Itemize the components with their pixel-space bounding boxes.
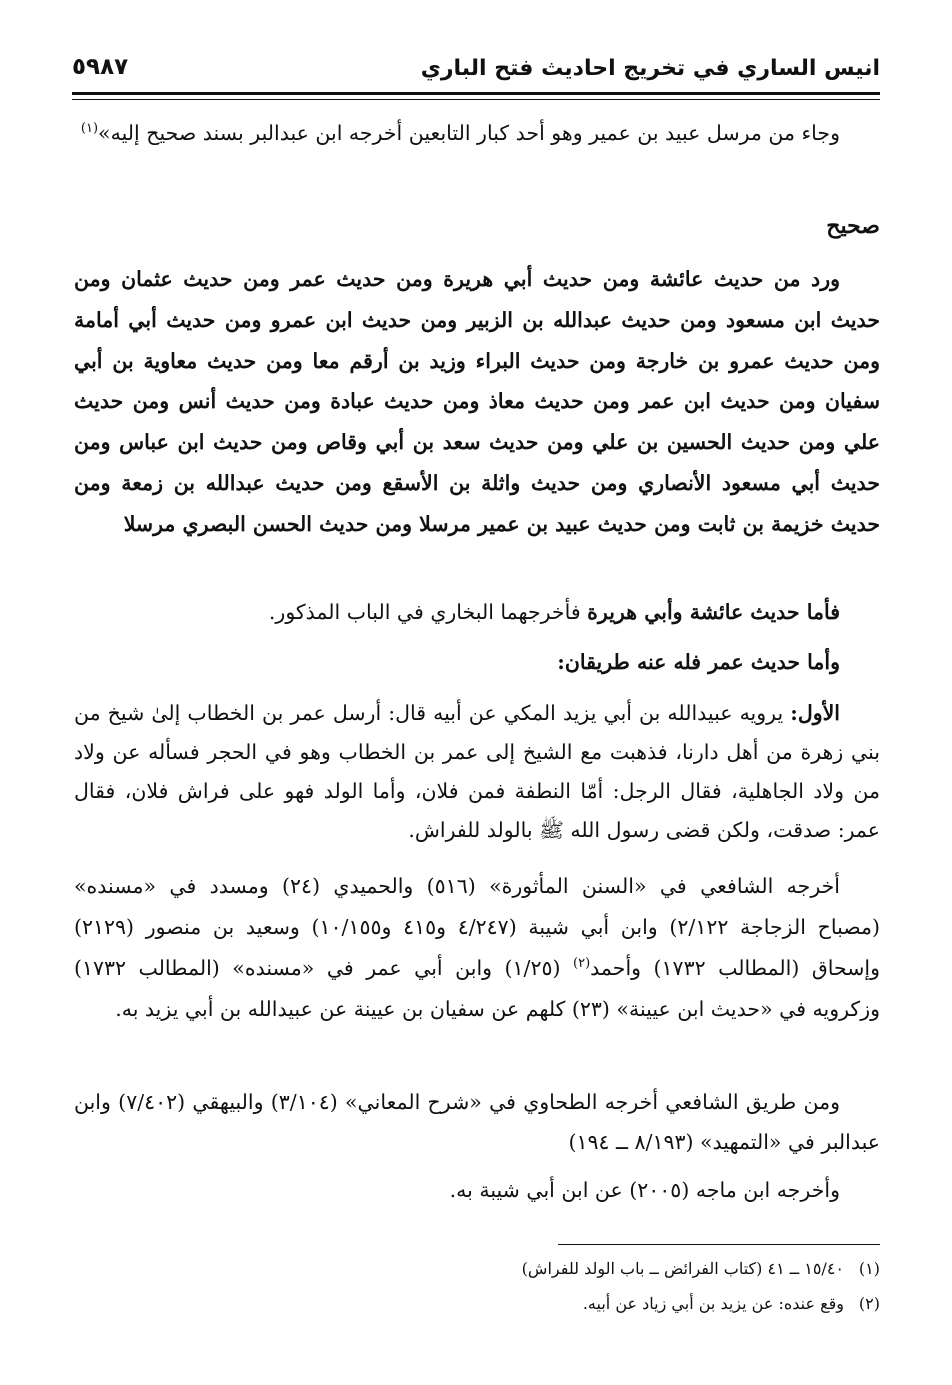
takhrij-paragraph — [74, 866, 880, 1030]
footnote-2 — [74, 1291, 880, 1317]
aisha-abuhurayra-rest: فأخرجهما البخاري في الباب المذكور. — [268, 600, 588, 624]
page-number: ٥٩٨٧ — [72, 54, 129, 80]
aisha-abuhurayra-paragraph — [74, 592, 880, 632]
first-route-paragraph — [74, 694, 880, 850]
footnote-text: ١٥/٤٠ ــ ٤١ (كتاب الفرائض ــ باب الولد للفراش) — [521, 1259, 844, 1278]
footnote-number: (٢) — [858, 1294, 880, 1313]
first-route-label: الأول: — [790, 701, 840, 725]
takhrij-text-b: (١/٢٥) وابن أبي عمر في «مسنده» (المطالب ١٧٣٢) وزكرويه في «حديث ابن عيينة» (٢٣) كلهم عن سفيان بن عيينة عن عبيدالله بن أبي يزيد به. — [74, 956, 880, 1021]
shafii-route-paragraph: ومن طريق الشافعي أخرجه الطحاوي في «شرح المعاني» (٣/١٠٤) والبيهقي (٧/٤٠٢) وابن عبدالبر في «التمهيد» (٨/١٩٣ ــ ١٩٤) — [74, 1090, 880, 1154]
footnote-text: وقع عنده: عن يزيد بن أبي زياد عن أبيه. — [582, 1294, 844, 1313]
footnote-ref-2: (٢) — [573, 956, 591, 972]
running-title: انيس الساري في تخريج احاديث فتح الباري — [420, 56, 880, 81]
header-rule-thick — [72, 92, 880, 95]
umar-paragraph: وأما حديث عمر فله عنه طريقان: — [557, 650, 840, 674]
intro-text: وجاء من مرسل عبيد بن عمير وهو أحد كبار التابعين أخرجه ابن عبدالبر بسند صحيح إليه» — [98, 121, 840, 145]
header-rule-thin — [72, 99, 880, 100]
takhrij-text-a: أخرجه الشافعي في «السنن المأثورة» (٥١٦) والحميدي (٢٤) ومسدد في «مسنده» (مصباح الزجاجة ٢/١٢٢) وابن أبي شيبة (٤/٢٤٧ و٤١٥ و١٠/١٥٥) وسعيد بن منصور (٢١٢٩) وإسحاق (المطالب ١٧٣٢) وأحمد — [74, 874, 881, 980]
intro-paragraph — [74, 113, 880, 153]
aisha-abuhurayra-lead: فأما حديث عائشة وأبي هريرة — [587, 600, 840, 624]
footnote-separator — [558, 1244, 880, 1245]
section-heading: صحيح — [826, 213, 880, 239]
footnote-ref-1: (١) — [80, 121, 99, 137]
footnote-1 — [74, 1256, 880, 1282]
first-route-text: يرويه عبيدالله بن أبي يزيد المكي عن أبيه قال: أرسل عمر بن الخطاب إلىٰ شيخ من بني زهرة من أهل دارنا، فذهبت مع الشيخ إلى عمر بن الخطاب وهو في الحجر فسأله عن ولاد من ولاد الجاهلية، فقال الرجل: أمّا النطفة فمن فلان، وأما الولد فهو على فراش فلان، فقال عمر: صدقت، ولكن قضى رسول الله ﷺ بالولد للفراش. — [74, 701, 880, 842]
footnote-number: (١) — [858, 1259, 880, 1278]
narrators-paragraph: ورد من حديث عائشة ومن حديث أبي هريرة ومن حديث عمر ومن حديث عثمان ومن حديث ابن مسعود ومن حديث عبدالله بن الزبير ومن حديث ابن عمرو ومن حديث أبي أمامة ومن حديث عمرو بن خارجة ومن حديث البراء وزيد بن أرقم معا ومن حديث معاوية بن أبي سفيان ومن حديث ابن عمر ومن حديث معاذ ومن حديث عبادة ومن حديث أنس ومن حديث علي ومن حديث الحسين بن علي ومن حديث سعد بن أبي وقاص ومن حديث ابن عباس ومن حديث أبي مسعود الأنصاري ومن حديث واثلة بن الأسقع ومن حديث عبدالله بن زمعة ومن حديث خزيمة بن ثابت ومن حديث عبيد بن عمير مرسلا ومن حديث الحسن البصري مرسلا — [74, 267, 880, 536]
ibn-majah-paragraph: وأخرجه ابن ماجه (٢٠٠٥) عن ابن أبي شيبة به. — [449, 1178, 840, 1202]
page-header — [72, 48, 880, 92]
